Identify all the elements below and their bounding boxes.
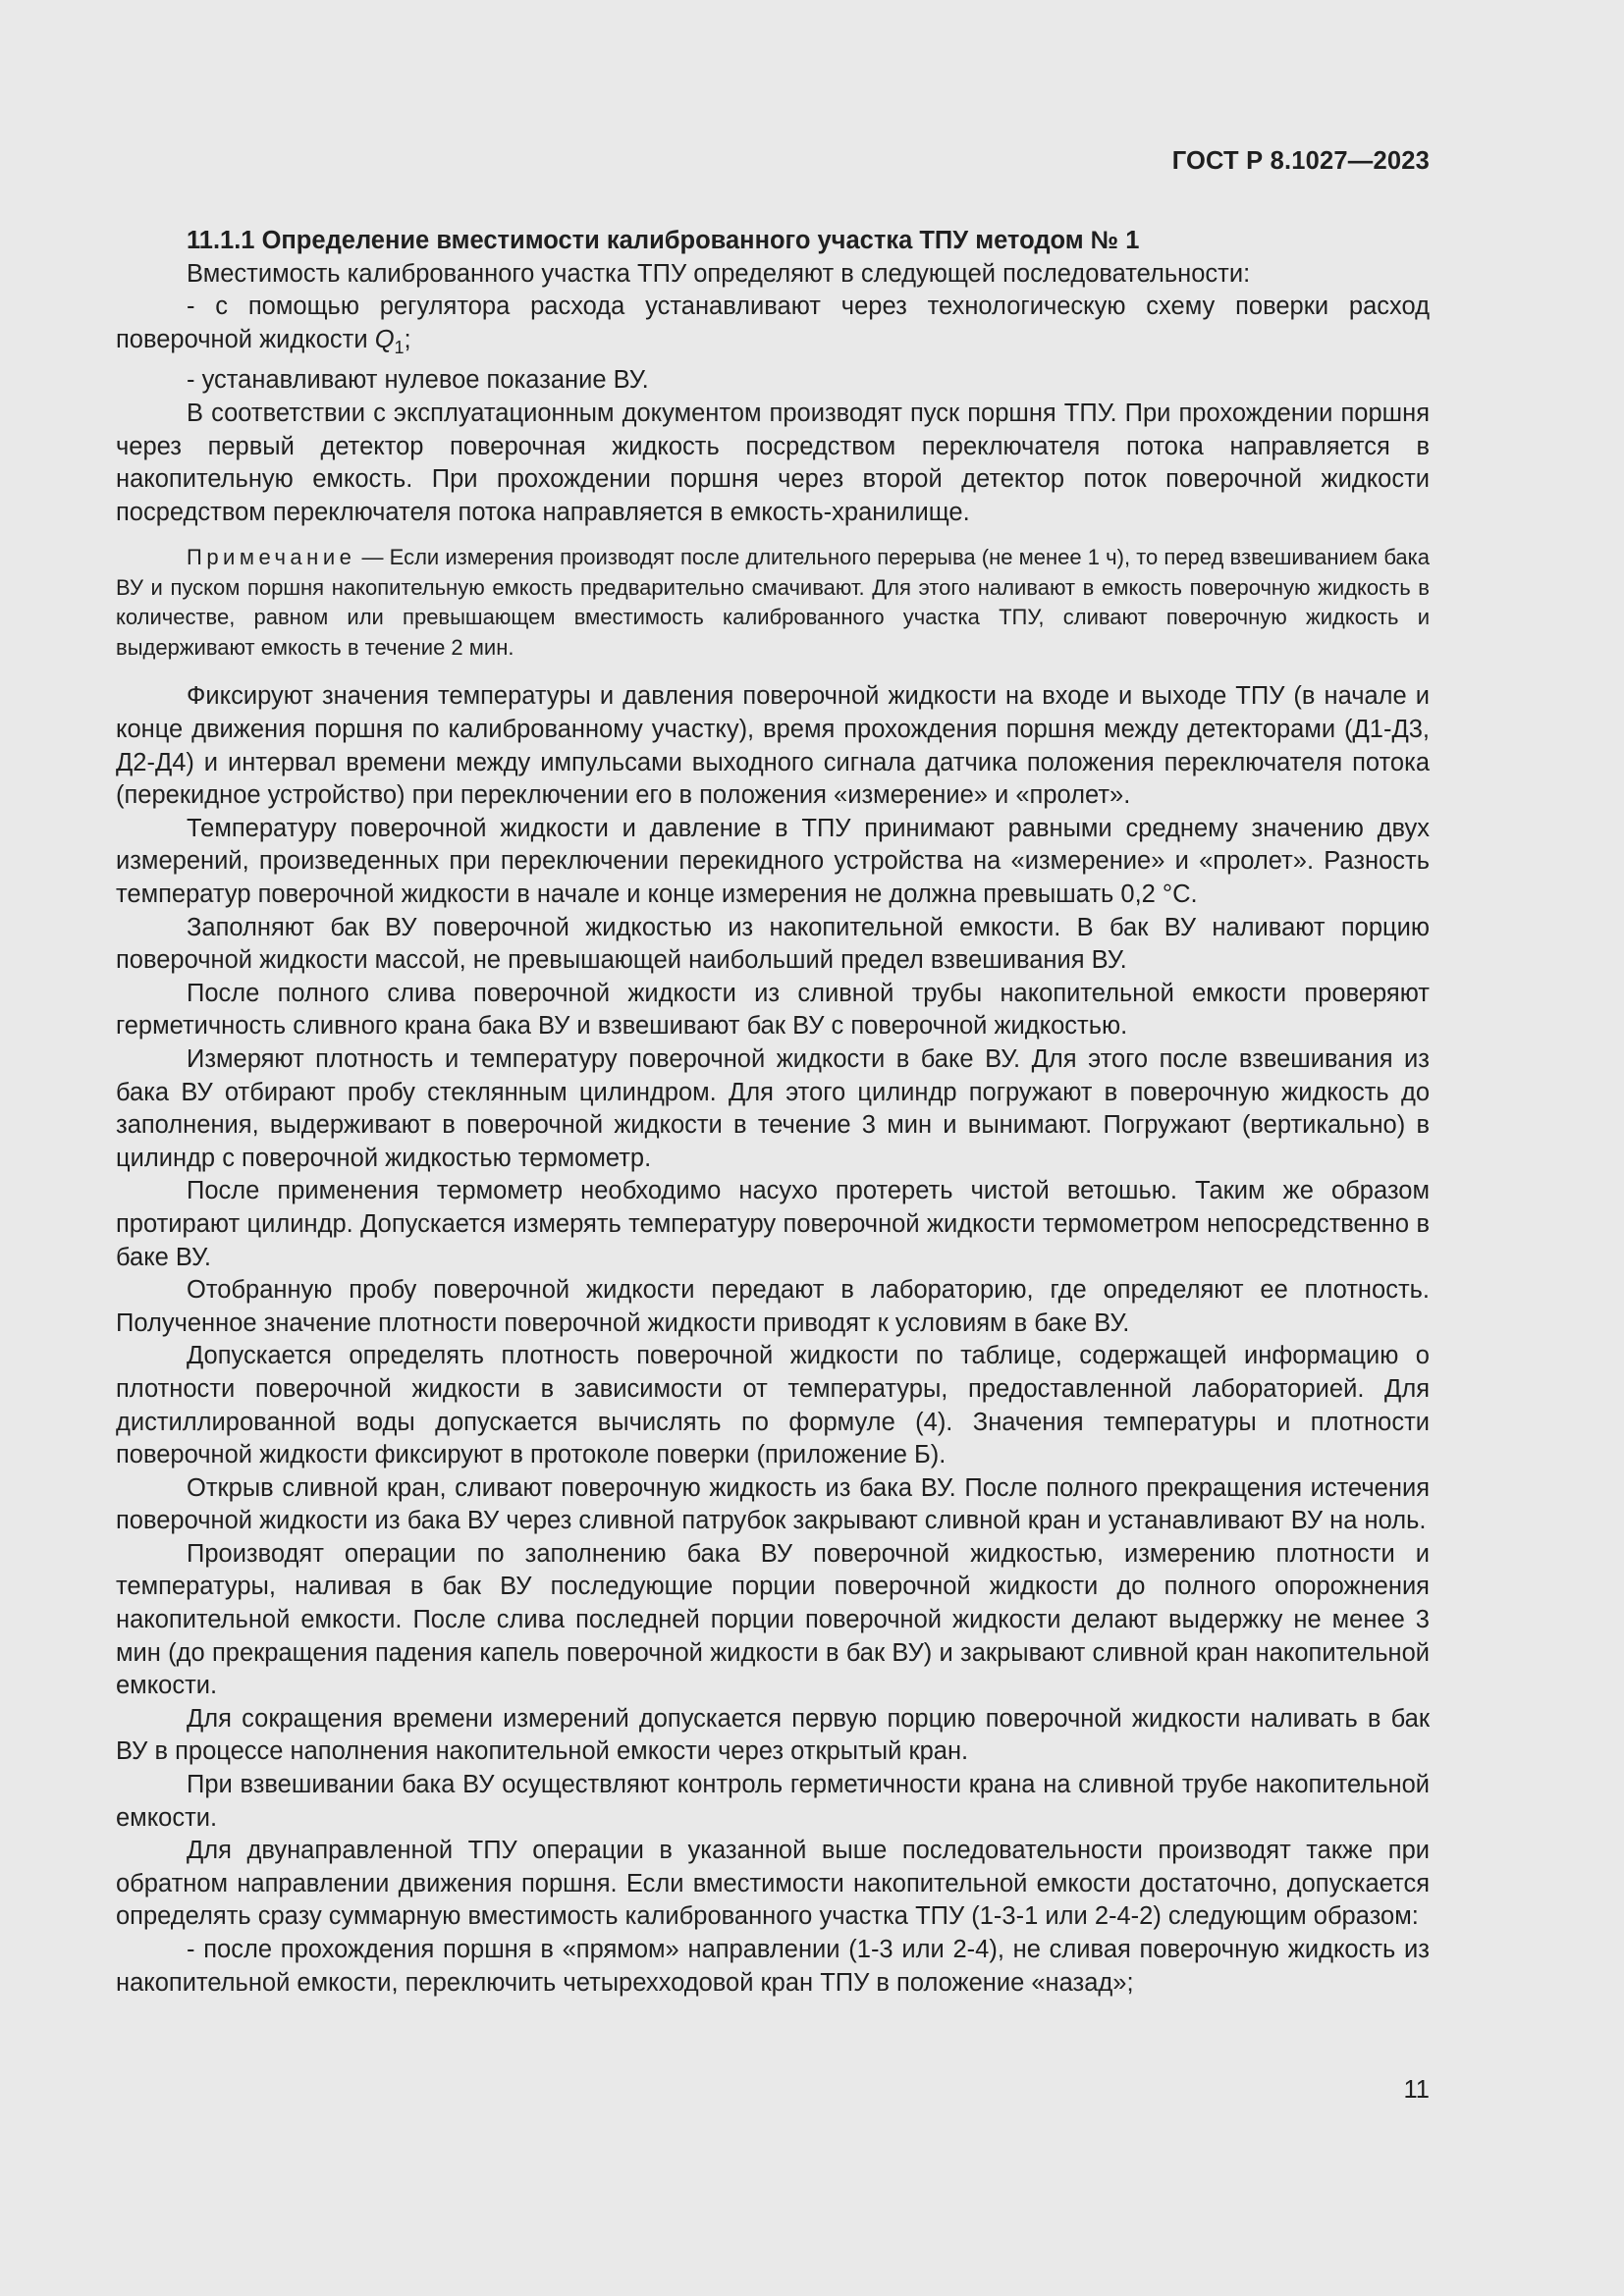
- paragraph: Заполняют бак ВУ поверочной жидкостью из накопительной емкости. В бак ВУ наливают порцию поверочной жидкости массой, не превышающей наибольший предел взвешивания ВУ.: [116, 913, 1430, 975]
- list-item-zero-reading: - устанавливают нулевое показание ВУ.: [187, 366, 649, 395]
- paragraph: Для сокращения времени измерений допускается первую порцию поверочной жидкости наливать в бак ВУ в процессе наполнения накопительной емкости через открытый кран.: [116, 1704, 1430, 1766]
- paragraph: Производят операции по заполнению бака ВУ поверочной жидкостью, измерению плотности и температуры, наливая в бак ВУ последующие порции поверочной жидкости до полного опорожнения накопительной емкости. После слива последней порции поверочной жидкости делают выдержку не менее 3 мин (до прекращения падения капель поверочной жидкости в бак ВУ) и закрывают сливной кран накопительной емкости.: [116, 1539, 1430, 1700]
- paragraph: Отобранную пробу поверочной жидкости передают в лабораторию, где определяют ее плотность. Полученное значение плотности поверочной жидкости приводят к условиям в баке ВУ.: [116, 1276, 1430, 1337]
- paragraph: Фиксируют значения температуры и давления поверочной жидкости на входе и выходе ТПУ (в начале и конце движения поршня по калиброванному участку), время прохождения поршня между детекторами (Д1-Д3, Д2-Д4) и интервал времени между импульсами выходного сигнала датчика положения переключателя потока (перекидное устройство) при переключении его в положения «измерение» и «пролет».: [116, 682, 1430, 810]
- paragraph: После применения термометр необходимо насухо протереть чистой ветошью. Таким же образом протирают цилиндр. Допускается измерять температуру поверочной жидкости термометром непосредственно в баке ВУ.: [116, 1177, 1430, 1271]
- list-item-text: - с помощью регулятора расхода устанавливают через технологическую схему поверки расход поверочной жидкости: [116, 293, 1430, 353]
- document-body: [116, 225, 1430, 2000]
- document-header-code: ГОСТ Р 8.1027—2023: [1171, 147, 1430, 175]
- paragraph: Измеряют плотность и температуру поверочной жидкости в баке ВУ. Для этого после взвешивания из бака ВУ отбирают пробу стеклянным цилиндром. Для этого цилиндр погружают в поверочную жидкость до заполнения, выдерживают в поверочной жидкости в течение 3 мин и вынимают. Погружают (вертикально) в цилиндр с поверочной жидкостью термометр.: [116, 1044, 1430, 1172]
- list-item: - после прохождения поршня в «прямом» направлении (1-3 или 2-4), не сливая поверочную жидкость из накопительной емкости, переключить четырехходовой кран ТПУ в положение «назад»;: [116, 1936, 1430, 1997]
- note-text: — Если измерения производят после длительного перерыва (не менее 1 ч), то перед взвешиванием бака ВУ и пуском поршня накопительную емкость предварительно смачивают. Для этого наливают в емкость поверочную жидкость в количестве, равном или превышающем вместимость калиброванного участка ТПУ, сливают поверочную жидкость и выдерживают емкость в течение 2 мин.: [116, 545, 1430, 660]
- paragraph: Для двунаправленной ТПУ операции в указанной выше последовательности производят также при обратном направлении движения поршня. Если вместимости накопительной емкости достаточно, допускается определять сразу суммарную вместимость калиброванного участка ТПУ (1-3-1 или 2-4-2) следующим образом:: [116, 1837, 1430, 1931]
- paragraph: После полного слива поверочной жидкости из сливной трубы накопительной емкости проверяют герметичность сливного крана бака ВУ и взвешивают бак ВУ с поверочной жидкостью.: [116, 979, 1430, 1041]
- section-intro: Вместимость калиброванного участка ТПУ определяют в следующей последовательности:: [187, 259, 1251, 288]
- paragraph: Открыв сливной кран, сливают поверочную жидкость из бака ВУ. После полного прекращения истечения поверочной жидкости из бака ВУ через сливной патрубок закрывают сливной кран и устанавливают ВУ на ноль.: [116, 1473, 1430, 1535]
- list-item-flow-rate: - с помощью регулятора расхода устанавливают через технологическую схему поверки расход поверочной жидкости $Q_1$;: [116, 293, 1430, 357]
- flow-rate-symbol: $Q_1$: [374, 325, 405, 357]
- page-number: 11: [1403, 2076, 1430, 2104]
- note-block: [116, 543, 1430, 663]
- paragraph: Температуру поверочной жидкости и давление в ТПУ принимают равными среднему значению двух измерений, произведенных при переключении перекидного устройства на «измерение» и «пролет». Разность температур поверочной жидкости в начале и конце измерения не должна превышать 0,2 °С.: [116, 814, 1430, 908]
- section-heading: 11.1.1 Определение вместимости калиброванного участка ТПУ методом № 1: [187, 227, 1140, 254]
- paragraph: Допускается определять плотность поверочной жидкости по таблице, содержащей информацию о плотности поверочной жидкости в зависимости от температуры, предоставленной лабораторией. Для дистиллированной воды допускается вычислять по формуле (4). Значения температуры и плотности поверочной жидкости фиксируют в протоколе поверки (приложение Б).: [116, 1342, 1430, 1469]
- paragraph: При взвешивании бака ВУ осуществляют контроль герметичности крана на сливной трубе накопительной емкости.: [116, 1771, 1430, 1832]
- paragraph-piston-start: В соответствии с эксплуатационным документом производят пуск поршня ТПУ. При прохождении поршня через первый детектор поверочная жидкость посредством переключателя потока направляется в накопительную емкость. При прохождении поршня через второй детектор поток поверочной жидкости посредством переключателя потока направляется в емкость-хранилище.: [116, 400, 1430, 526]
- note-label: Примечание: [187, 545, 356, 570]
